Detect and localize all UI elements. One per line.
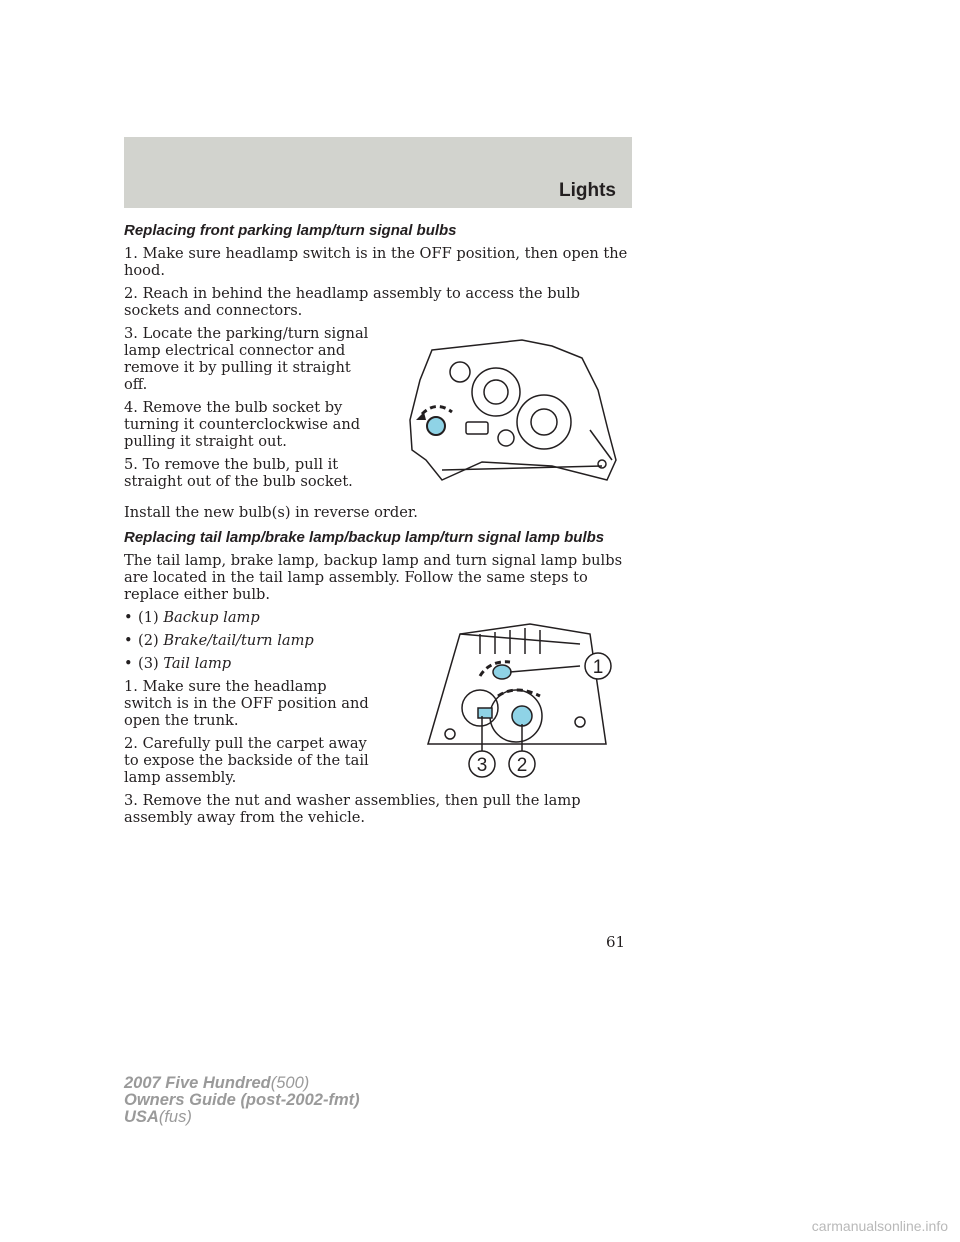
footer-market-code: (fus): [158, 1108, 192, 1126]
section-header-band: [124, 137, 632, 208]
callout-2-label: 2: [516, 755, 528, 776]
callout-1-label: 1: [592, 657, 604, 678]
section2-step-2: 2. Carefully pull the carpet away to expose the backside of the tail lamp assembly.: [124, 735, 369, 786]
section-title: Lights: [559, 180, 616, 201]
page-number: 61: [606, 933, 626, 951]
callout-3-label: 3: [476, 755, 488, 776]
section2-step-3: 3. Remove the nut and washer assemblies, then pull the lamp assembly away from the vehicle.: [124, 792, 581, 826]
section2-step-1: 1. Make sure the headlamp switch is in the OFF position and open the trunk.: [124, 678, 369, 729]
section1-step-5: 5. To remove the bulb, pull it straight out of the bulb socket.: [124, 456, 353, 490]
section1-step-2: 2. Reach in behind the headlamp assembly to access the bulb sockets and connectors.: [124, 285, 580, 319]
section2-intro: The tail lamp, brake lamp, backup lamp and turn signal lamp bulbs are located in the tail lamp assembly. Follow the same steps to replace either bulb.: [124, 552, 623, 603]
install-note: Install the new bulb(s) in reverse order.: [124, 504, 418, 521]
footer-guide: Owners Guide (post-2002-fmt): [124, 1091, 360, 1109]
footer-market: USA: [124, 1108, 159, 1126]
bullet-item: • (3) Tail lamp: [124, 655, 232, 672]
footer-model: 2007 Five Hundred: [124, 1074, 271, 1092]
section1-step-3: 3. Locate the parking/turn signal lamp electrical connector and remove it by pulling it straight off.: [124, 325, 369, 393]
bullet-item: • (2) Brake/tail/turn lamp: [124, 632, 314, 649]
section2-heading: Replacing tail lamp/brake lamp/backup lamp/turn signal lamp bulbs: [124, 529, 605, 546]
watermark: carmanualsonline.info: [811, 1218, 948, 1234]
headlamp-assembly-illustration: [402, 330, 626, 488]
tail-lamp-assembly-illustration: [420, 604, 632, 782]
section1-step-1: 1. Make sure headlamp switch is in the OFF position, then open the hood.: [124, 245, 628, 279]
document-footer: [124, 1075, 360, 1126]
bullet-item: • (1) Backup lamp: [124, 609, 260, 626]
section1-heading: Replacing front parking lamp/turn signal bulbs: [124, 222, 457, 239]
section1-step-4: 4. Remove the bulb socket by turning it counterclockwise and pulling it straight out.: [124, 399, 361, 450]
footer-model-code: (500): [270, 1074, 310, 1092]
